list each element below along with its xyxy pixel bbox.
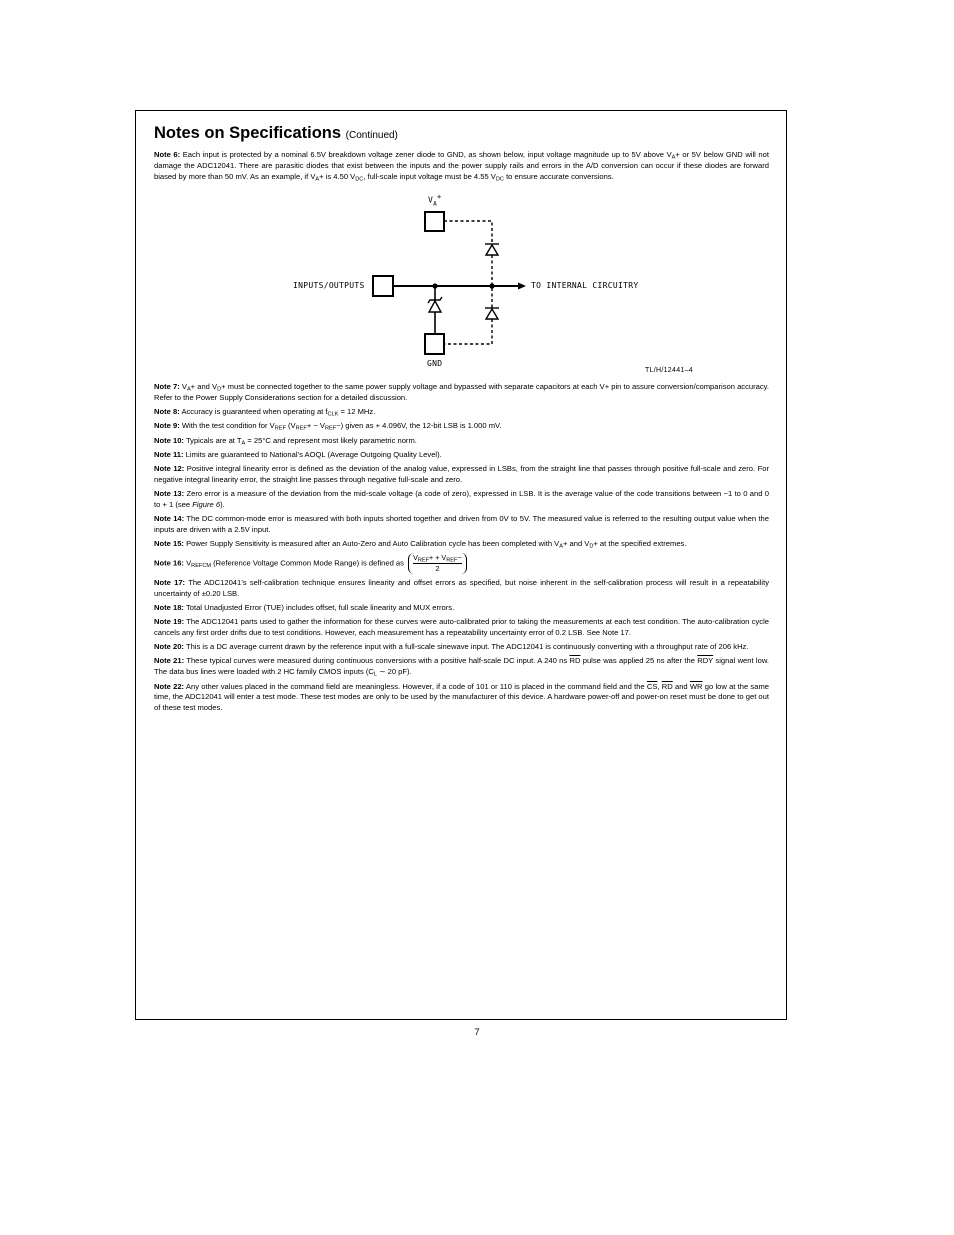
note-7: Note 7: $V_A+$ and $V_D+$ must be connected together to the same power supply voltage and bypassed with separate capacitors at each V+ pin to assure conversion/comparison accuracy. Refer to the Power Supply Considerations section for a detailed discussion. [154,382,769,402]
note-12: Note 12: Positive integral linearity error is defined as the deviation of the analog value, expressed in LSBs, from the straight line that passes through positive full-scale and zero. For negative integral linearity error, the straight line passes through negative full-scale and zero. [154,463,769,484]
note-13: Note 13: Zero error is a measure of the deviation from the mid-scale voltage (a code of zero), expressed in LSB. It is the average value of the code transitions between −1 to 0 and 0 to + 1 (see Figure 6). [154,489,769,509]
page-number: 7 [474,1027,480,1038]
page-content [154,123,769,718]
va-plus-label: $V_A^+$ [428,193,442,208]
protection-circuit-schematic [154,186,769,380]
note-15: Note 15: Power Supply Sensitivity is measured after an Auto-Zero and Auto Calibration cycle has been completed with $V_A+$ and $V_D+$ at the specified extremes. [154,539,687,550]
gnd-dashed-path [444,319,492,344]
lower-parasitic-diode [485,308,499,319]
figure-id: TL/H/12441–4 [645,367,693,375]
va-pin-box [425,212,444,231]
gnd-pin-box [425,334,444,354]
note-16: Note 16: $V_{REFCM}$ (Reference Voltage Common Mode Range) is defined as $\frac{V_{REF}+ + V_{REF}-}{2}$ [154,553,769,574]
internal-circuitry-label: TO INTERNAL CIRCUITRY [531,281,639,291]
note-17: Note 17: The ADC12041’s self-calibration technique ensures linearity and offset errors as specified, but noise inherent in the self-calibration process will result in a repeatability uncertainty of ±0.20 LSB. [154,577,769,598]
note-8: Note 8: Accuracy is guaranteed when operating at $f_{CLK} = 12$ MHz. [154,407,376,418]
vrefcm-fraction: $\frac{V_{REF}+ + V_{REF}-}{2}$ [408,553,467,574]
note-10: Note 10: Typicals are at $T_A = 25^\circ C$ and represent most likely parametric norm. [154,435,417,447]
note-9: Note 9: With the test condition for $V_{REF}$ $(V_{REF}+ - V_{REF}-)$ given as + 4.096V, the 12-bit LSB is 1.000 mV. [154,421,502,432]
inputs-outputs-label: INPUTS/OUTPUTS [293,281,365,291]
note-6: Note 6: Each input is protected by a nominal 6.5V breakdown voltage zener diode to GND, as shown below, input voltage magnitude up to 5V above $V_A+$ or 5V below GND will not damage the ADC12041. There are parasitic diodes that exist between the inputs and the power supply rails and errors in the A/D conversion can occur if these diodes are forward biased by more than 50 mV. As an example, if $V_A+$ is 4.50 $V_{DC}$, full-scale input voltage must be 4.55 $V_{DC}$ to ensure accurate conversions. [154,150,769,183]
input-protection-diagram [154,186,769,380]
note-20: Note 20: This is a DC average current drawn by the reference input with a full-scale sinewave input. The ADC12041 is continuously converting with a throughput rate of 206 kHz. [154,642,749,652]
note-11: Note 11: Limits are guaranteed to National’s AOQL (Average Outgoing Quality Level). [154,449,442,459]
junction-dot-parasitic [489,283,494,288]
io-pin-box [373,276,393,296]
note-19: Note 19: The ADC12041 parts used to gather the information for these curves were auto-calibrated prior to taking the measurements at each test condition. The auto-calibration cycle cancels any first order drifts due to test conditions. However, each measurement has a repeatability uncertainty error of 0.2 LSB. See Note 17. [154,617,769,637]
gnd-label: GND [427,359,443,369]
note-21: Note 21: These typical curves were measured during continuous conversions with a positive half-scale DC input. A 240 ns $\overline{RD}$ pulse was applied 25 ns after the $\overline{RDY}$ signal went low. The data bus lines were loaded with 2 HC family CMOS inputs ($C_L$ ∼ 20 pF). [154,656,769,678]
va-dashed-path [444,221,492,244]
continued-label: (Continued) [345,130,398,141]
page-frame [135,110,787,1020]
note-14: Note 14: The DC common-mode error is measured with both inputs shorted together and driven from 0V to 5V. The measured value is referred to the resulting output value when the inputs are driven with a 2.5V input. [154,514,770,535]
upper-parasitic-diode [485,244,499,255]
note-22: Note 22: Any other values placed in the command field are meaningless. However, if a code of 101 or 110 is placed in the command field and the $\overline{CS}$, $\overline{RD}$ and $\overline{WR}$ go low at the same time, the ADC12041 will enter a test mode. These test modes are only to be used by the manufacturer of this device. A hardware power-off and power-on reset must be done to get out of these test modes. [154,681,769,713]
page-title: Notes on Specifications (Continued) [154,124,398,142]
signal-arrow-head [518,283,526,290]
note-18: Note 18: Total Unadjusted Error (TUE) includes offset, full scale linearity and MUX errors. [154,602,455,612]
